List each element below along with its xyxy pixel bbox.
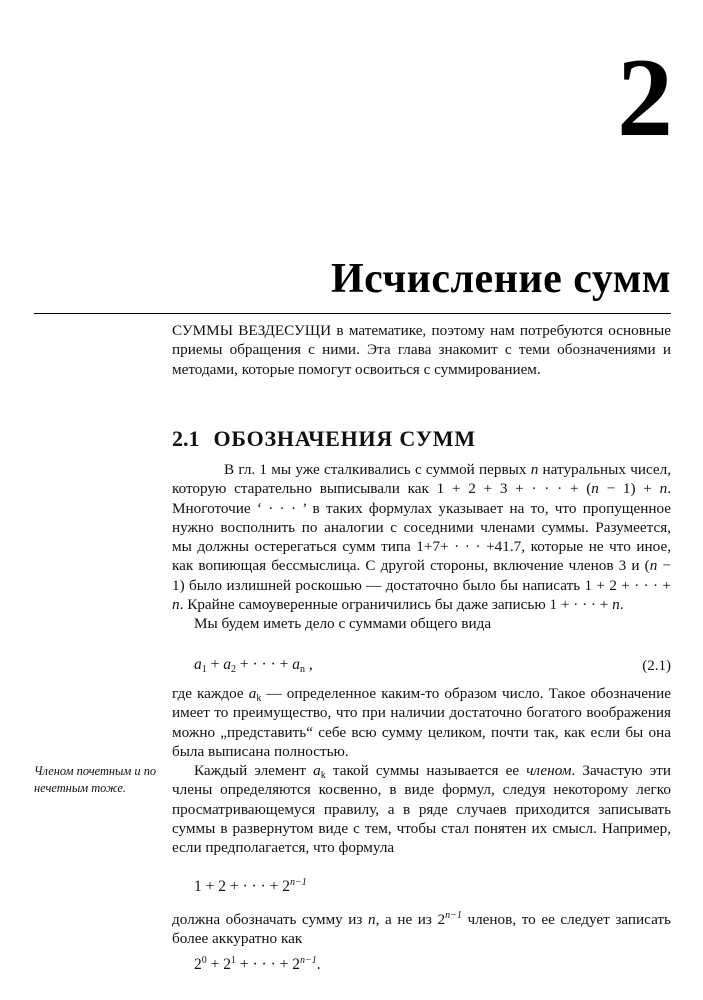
math-var: n [530, 461, 539, 478]
math-num: 2 [223, 956, 231, 973]
margin-note: Членом почетным и по нечетным тоже. [34, 764, 157, 795]
text-run: . Зачастую эти члены определяются косвенно, в виде формул, следуя некоторому легко просматривающемуся правилу, а в ряде случаев приходится записывать суммы в развернутом виде с тем, чтобы стал понятен их смысл. Например, если предполагается, что формула [172, 762, 671, 857]
math-op: + [275, 656, 293, 673]
math-var: a [248, 685, 257, 702]
term-emphasis: членом [526, 762, 572, 780]
math-sub: 2 [231, 664, 236, 675]
math-op: + [275, 956, 293, 973]
math-num: 2 [194, 956, 202, 973]
math-sup: n−1 [445, 910, 462, 921]
math-var: n [368, 911, 376, 928]
intro-paragraph [172, 321, 671, 379]
equation-2-1 [194, 656, 313, 674]
math-sup: 1 [231, 955, 236, 966]
text-run: где каждое [172, 685, 249, 702]
text-run: членов, то ее следует записать более аккуратно как [172, 911, 671, 948]
text-run: — определенное каким-то образом число. Такое обозначение имеет то преимущество, что при наличии достаточно богатого воображения можно „представить“ себе всю сумму целиком, почти так, как если бы она была выписана полностью. [172, 685, 671, 760]
math-var: a [313, 762, 321, 780]
text-run: . Крайне самоуверенные ограничились бы даже записью 1 + · · · + [179, 596, 613, 614]
math-op: + [236, 656, 253, 673]
text-run: должна обозначать сумму из [172, 911, 369, 928]
section-number: 2.1 [172, 426, 200, 451]
paragraph-2: Мы будем иметь дело с суммами общего вида [194, 615, 492, 633]
paragraph-1 [172, 460, 671, 634]
equation-sum-powers-full [194, 956, 321, 974]
text-run: натуральных чисел, которую старательно выписывали как 1 + 2 + 3 + · · · + ( [172, 461, 671, 498]
math-var: n [172, 596, 180, 614]
text-run: В гл. 1 мы уже сталкивались с суммой первых [224, 461, 531, 478]
math-sub: k [320, 770, 326, 782]
text-run: − 1) + [598, 480, 660, 498]
math-var: a [292, 656, 300, 673]
intro-text: в математике, поэтому нам потребуются основные приемы обращения с ними. Эта глава знакомит с теми обозначениями и методами, которые помогут освоиться с суммированием. [172, 322, 671, 378]
math-period: . [316, 956, 321, 973]
paragraph-5 [172, 910, 671, 949]
section-heading [172, 428, 476, 450]
math-num: 2 [292, 956, 300, 973]
math-sub: k [256, 693, 262, 704]
math-op: + [206, 956, 224, 973]
math-sup: n−1 [300, 955, 317, 966]
math-num: 2 [282, 878, 290, 895]
text-run: − 1) было излишней роскошью — достаточно было бы написать 1 + 2 + · · · + [172, 557, 671, 594]
paragraph-4 [172, 761, 671, 857]
text-run: . Многоточие ‘ · · · ’ в таких формулах указывает на то, что пропущенное нужно восполнить по аналогии с соседними членами суммы. Разумеется, мы должны остерегаться сумм типа 1+7+ · · · +41.7, которые не что иное, как вопиющая бессмыслица. С другой стороны, включение членов 3 и ( [172, 480, 671, 575]
math-expr: 1 + 2 + · · · + [194, 878, 283, 895]
chapter-number: 2 [617, 36, 673, 160]
math-var: n [659, 480, 668, 498]
text-run: Каждый элемент [194, 762, 314, 780]
math-var: n [649, 557, 658, 575]
math-sup: 0 [201, 955, 207, 966]
math-comma: , [308, 656, 313, 673]
title-rule [34, 313, 671, 314]
equation-label: (2.1) [642, 658, 671, 674]
equation-sum-powers [194, 878, 307, 896]
chapter-title: Исчисление сумм [331, 256, 671, 302]
math-sub: n [300, 664, 305, 675]
math-var: a [223, 656, 231, 673]
math-var: a [194, 656, 202, 673]
text-run: , а не из [375, 911, 438, 928]
math-op: + [236, 956, 253, 973]
text-run: такой суммы называется ее [325, 762, 527, 780]
math-dots: · · · [252, 956, 276, 973]
math-op: + [206, 656, 224, 673]
math-var: n [612, 596, 620, 614]
text-run: . [619, 596, 624, 614]
math-sub: 1 [201, 664, 207, 675]
math-dots: · · · [252, 656, 276, 673]
section-title: ОБОЗНАЧЕНИЯ СУММ [213, 426, 476, 451]
math-var: n [591, 480, 599, 498]
intro-lead: СУММЫ ВЕЗДЕСУЩИ [172, 322, 332, 339]
paragraph-3 [172, 684, 671, 858]
math-sup: n−1 [289, 877, 307, 888]
math-num: 2 [437, 911, 446, 928]
